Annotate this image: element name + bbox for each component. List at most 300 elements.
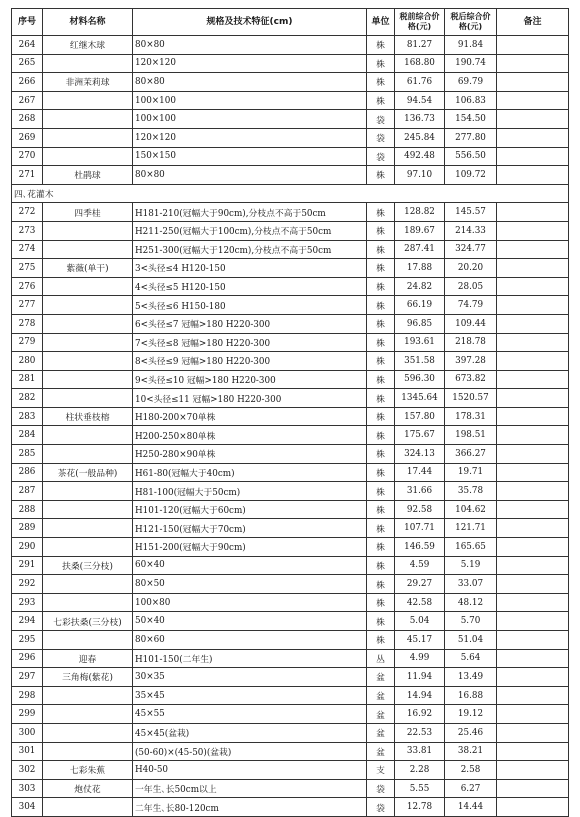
table-row <box>12 203 569 222</box>
pretax-price-cell: 5.04 <box>395 612 445 631</box>
pretax-price-cell: 31.66 <box>395 482 445 501</box>
unit-cell: 株 <box>367 463 395 482</box>
material-name <box>43 221 133 240</box>
row-number: 280 <box>12 352 43 371</box>
header-row <box>12 9 569 36</box>
pretax-price-cell: 5.55 <box>395 779 445 798</box>
row-number: 299 <box>12 705 43 724</box>
material-name: 炮仗花 <box>43 779 133 798</box>
table-row <box>12 259 569 278</box>
remark-cell <box>497 668 569 687</box>
unit-cell: 株 <box>367 91 395 110</box>
pretax-price-cell: 324.13 <box>395 445 445 464</box>
row-number: 289 <box>12 519 43 538</box>
spec-cell: H101-120(冠幅大于60cm) <box>133 500 367 519</box>
row-number: 266 <box>12 73 43 92</box>
row-number: 269 <box>12 128 43 147</box>
remark-cell <box>497 221 569 240</box>
material-name <box>43 631 133 650</box>
table-row <box>12 668 569 687</box>
aftertax-price-cell: 91.84 <box>445 36 497 55</box>
material-name <box>43 686 133 705</box>
remark-cell <box>497 370 569 389</box>
row-number: 283 <box>12 407 43 426</box>
aftertax-price-cell: 104.62 <box>445 500 497 519</box>
table-row <box>12 500 569 519</box>
table-row <box>12 36 569 55</box>
spec-cell: H200-250×80单株 <box>133 426 367 445</box>
row-number: 300 <box>12 723 43 742</box>
pretax-price-cell: 4.99 <box>395 649 445 668</box>
material-name <box>43 742 133 761</box>
aftertax-price-cell: 5.19 <box>445 556 497 575</box>
unit-cell: 株 <box>367 370 395 389</box>
aftertax-price-cell: 16.88 <box>445 686 497 705</box>
remark-cell <box>497 482 569 501</box>
aftertax-price-cell: 277.80 <box>445 128 497 147</box>
unit-cell: 袋 <box>367 147 395 166</box>
row-number: 270 <box>12 147 43 166</box>
remark-cell <box>497 277 569 296</box>
table-row <box>12 723 569 742</box>
table-row <box>12 686 569 705</box>
table-row <box>12 482 569 501</box>
row-number: 275 <box>12 259 43 278</box>
aftertax-price-cell: 397.28 <box>445 352 497 371</box>
material-name: 七彩扶桑(三分枝) <box>43 612 133 631</box>
spec-cell: H61-80(冠幅大于40cm) <box>133 463 367 482</box>
unit-cell: 株 <box>367 426 395 445</box>
row-number: 291 <box>12 556 43 575</box>
table-row <box>12 370 569 389</box>
pretax-price-cell: 17.44 <box>395 463 445 482</box>
row-number: 273 <box>12 221 43 240</box>
pretax-price-cell: 81.27 <box>395 36 445 55</box>
remark-cell <box>497 593 569 612</box>
unit-cell: 袋 <box>367 128 395 147</box>
unit-cell: 株 <box>367 259 395 278</box>
material-name: 红继木球 <box>43 36 133 55</box>
table-row <box>12 352 569 371</box>
row-number: 286 <box>12 463 43 482</box>
pretax-price-cell: 33.81 <box>395 742 445 761</box>
remark-cell <box>497 798 569 817</box>
material-name <box>43 240 133 259</box>
material-name <box>43 798 133 817</box>
table-row <box>12 649 569 668</box>
unit-cell: 株 <box>367 445 395 464</box>
unit-cell: 株 <box>367 556 395 575</box>
table-row <box>12 240 569 259</box>
material-name: 迎春 <box>43 649 133 668</box>
table-row <box>12 761 569 780</box>
aftertax-price-cell: 33.07 <box>445 575 497 594</box>
aftertax-price-cell: 145.57 <box>445 203 497 222</box>
material-name: 非洲茉莉球 <box>43 73 133 92</box>
unit-cell: 株 <box>367 631 395 650</box>
header-material-name: 材料名称 <box>43 9 133 36</box>
spec-cell: 80×80 <box>133 36 367 55</box>
row-number: 290 <box>12 538 43 557</box>
remark-cell <box>497 575 569 594</box>
unit-cell: 株 <box>367 389 395 408</box>
spec-cell: H151-200(冠幅大于90cm) <box>133 538 367 557</box>
spec-cell: 35×45 <box>133 686 367 705</box>
aftertax-price-cell: 154.50 <box>445 110 497 129</box>
table-row <box>12 314 569 333</box>
unit-cell: 盆 <box>367 668 395 687</box>
aftertax-price-cell: 48.12 <box>445 593 497 612</box>
material-price-table <box>11 8 569 817</box>
remark-cell <box>497 54 569 73</box>
material-name <box>43 519 133 538</box>
spec-cell: 120×120 <box>133 54 367 73</box>
spec-cell: 120×120 <box>133 128 367 147</box>
row-number: 271 <box>12 166 43 185</box>
remark-cell <box>497 389 569 408</box>
row-number: 268 <box>12 110 43 129</box>
section-row <box>12 184 569 203</box>
spec-cell: 80×50 <box>133 575 367 594</box>
material-name: 紫薇(单干) <box>43 259 133 278</box>
unit-cell: 株 <box>367 277 395 296</box>
unit-cell: 袋 <box>367 110 395 129</box>
unit-cell: 株 <box>367 296 395 315</box>
aftertax-price-cell: 556.50 <box>445 147 497 166</box>
remark-cell <box>497 407 569 426</box>
spec-cell: 4<头径≤5 H120-150 <box>133 277 367 296</box>
table-row <box>12 128 569 147</box>
row-number: 272 <box>12 203 43 222</box>
table-row <box>12 407 569 426</box>
pretax-price-cell: 157.80 <box>395 407 445 426</box>
row-number: 267 <box>12 91 43 110</box>
material-name: 三角梅(紫花) <box>43 668 133 687</box>
unit-cell: 株 <box>367 538 395 557</box>
row-number: 297 <box>12 668 43 687</box>
spec-cell: 3<头径≤4 H120-150 <box>133 259 367 278</box>
spec-cell: 9<头径≤10 冠幅>180 H220-300 <box>133 370 367 389</box>
material-name <box>43 445 133 464</box>
remark-cell <box>497 166 569 185</box>
table-body-a <box>12 36 569 185</box>
material-name <box>43 147 133 166</box>
pretax-price-cell: 24.82 <box>395 277 445 296</box>
unit-cell: 株 <box>367 407 395 426</box>
remark-cell <box>497 519 569 538</box>
material-name <box>43 723 133 742</box>
unit-cell: 株 <box>367 221 395 240</box>
spec-cell: 60×40 <box>133 556 367 575</box>
spec-cell: H81-100(冠幅大于50cm) <box>133 482 367 501</box>
unit-cell: 株 <box>367 333 395 352</box>
unit-cell: 株 <box>367 36 395 55</box>
pretax-price-cell: 107.71 <box>395 519 445 538</box>
table-row <box>12 110 569 129</box>
row-number: 287 <box>12 482 43 501</box>
table-row <box>12 519 569 538</box>
remark-cell <box>497 314 569 333</box>
unit-cell: 株 <box>367 54 395 73</box>
aftertax-price-cell: 69.79 <box>445 73 497 92</box>
aftertax-price-cell: 165.65 <box>445 538 497 557</box>
material-name <box>43 482 133 501</box>
spec-cell: H181-210(冠幅大于90cm),分枝点不高于50cm <box>133 203 367 222</box>
row-number: 295 <box>12 631 43 650</box>
aftertax-price-cell: 13.49 <box>445 668 497 687</box>
row-number: 265 <box>12 54 43 73</box>
table-row <box>12 445 569 464</box>
spec-cell: 30×35 <box>133 668 367 687</box>
remark-cell <box>497 556 569 575</box>
spec-cell: 一年生､长50cm以上 <box>133 779 367 798</box>
table-row <box>12 73 569 92</box>
spec-cell: H40-50 <box>133 761 367 780</box>
aftertax-price-cell: 1520.57 <box>445 389 497 408</box>
aftertax-price-cell: 6.27 <box>445 779 497 798</box>
aftertax-price-cell: 5.70 <box>445 612 497 631</box>
aftertax-price-cell: 178.31 <box>445 407 497 426</box>
table-row <box>12 798 569 817</box>
unit-cell: 株 <box>367 575 395 594</box>
table-row <box>12 463 569 482</box>
aftertax-price-cell: 28.05 <box>445 277 497 296</box>
pretax-price-cell: 136.73 <box>395 110 445 129</box>
section-body <box>12 184 569 203</box>
pretax-price-cell: 492.48 <box>395 147 445 166</box>
row-number: 264 <box>12 36 43 55</box>
spec-cell: 10<头径≤11 冠幅>180 H220-300 <box>133 389 367 408</box>
pretax-price-cell: 11.94 <box>395 668 445 687</box>
row-number: 302 <box>12 761 43 780</box>
remark-cell <box>497 128 569 147</box>
remark-cell <box>497 333 569 352</box>
remark-cell <box>497 649 569 668</box>
row-number: 298 <box>12 686 43 705</box>
remark-cell <box>497 742 569 761</box>
unit-cell: 株 <box>367 482 395 501</box>
material-name <box>43 426 133 445</box>
remark-cell <box>497 500 569 519</box>
unit-cell: 丛 <box>367 649 395 668</box>
aftertax-price-cell: 5.64 <box>445 649 497 668</box>
material-name <box>43 277 133 296</box>
remark-cell <box>497 705 569 724</box>
row-number: 294 <box>12 612 43 631</box>
spec-cell: 150×150 <box>133 147 367 166</box>
aftertax-price-cell: 366.27 <box>445 445 497 464</box>
table-row <box>12 221 569 240</box>
row-number: 304 <box>12 798 43 817</box>
pretax-price-cell: 12.78 <box>395 798 445 817</box>
material-name <box>43 389 133 408</box>
aftertax-price-cell: 190.74 <box>445 54 497 73</box>
spec-cell: H211-250(冠幅大于100cm),分枝点不高于50cm <box>133 221 367 240</box>
aftertax-price-cell: 109.72 <box>445 166 497 185</box>
aftertax-price-cell: 2.58 <box>445 761 497 780</box>
row-number: 277 <box>12 296 43 315</box>
pretax-price-cell: 97.10 <box>395 166 445 185</box>
aftertax-price-cell: 25.46 <box>445 723 497 742</box>
pretax-price-cell: 17.88 <box>395 259 445 278</box>
pretax-price-cell: 29.27 <box>395 575 445 594</box>
spec-cell: 100×100 <box>133 91 367 110</box>
pretax-price-cell: 14.94 <box>395 686 445 705</box>
material-name <box>43 91 133 110</box>
aftertax-price-cell: 20.20 <box>445 259 497 278</box>
row-number: 301 <box>12 742 43 761</box>
row-number: 296 <box>12 649 43 668</box>
spec-cell: 50×40 <box>133 612 367 631</box>
remark-cell <box>497 761 569 780</box>
material-name <box>43 370 133 389</box>
pretax-price-cell: 42.58 <box>395 593 445 612</box>
table-row <box>12 705 569 724</box>
material-name <box>43 333 133 352</box>
row-number: 303 <box>12 779 43 798</box>
table-row <box>12 277 569 296</box>
spec-cell: H250-280×90单株 <box>133 445 367 464</box>
unit-cell: 株 <box>367 314 395 333</box>
aftertax-price-cell: 19.12 <box>445 705 497 724</box>
header-pretax-price: 税前综合价格(元) <box>395 9 445 36</box>
pretax-price-cell: 2.28 <box>395 761 445 780</box>
unit-cell: 盆 <box>367 705 395 724</box>
spec-cell: 45×45(盆栽) <box>133 723 367 742</box>
spec-cell: 80×80 <box>133 166 367 185</box>
material-name <box>43 500 133 519</box>
table-row <box>12 612 569 631</box>
remark-cell <box>497 73 569 92</box>
pretax-price-cell: 16.92 <box>395 705 445 724</box>
remark-cell <box>497 36 569 55</box>
spec-cell: 100×100 <box>133 110 367 129</box>
unit-cell: 株 <box>367 593 395 612</box>
material-name <box>43 575 133 594</box>
aftertax-price-cell: 218.78 <box>445 333 497 352</box>
material-name <box>43 110 133 129</box>
table-row <box>12 593 569 612</box>
aftertax-price-cell: 19.71 <box>445 463 497 482</box>
material-name <box>43 314 133 333</box>
spec-cell: H121-150(冠幅大于70cm) <box>133 519 367 538</box>
table-row <box>12 147 569 166</box>
aftertax-price-cell: 109.44 <box>445 314 497 333</box>
pretax-price-cell: 146.59 <box>395 538 445 557</box>
table-row <box>12 54 569 73</box>
row-number: 288 <box>12 500 43 519</box>
pretax-price-cell: 245.84 <box>395 128 445 147</box>
table-row <box>12 538 569 557</box>
aftertax-price-cell: 198.51 <box>445 426 497 445</box>
table-row <box>12 631 569 650</box>
aftertax-price-cell: 14.44 <box>445 798 497 817</box>
unit-cell: 株 <box>367 203 395 222</box>
unit-cell: 株 <box>367 240 395 259</box>
material-name: 四季桂 <box>43 203 133 222</box>
table-body-b <box>12 203 569 817</box>
spec-cell: 100×80 <box>133 593 367 612</box>
pretax-price-cell: 168.80 <box>395 54 445 73</box>
material-name: 扶桑(三分枝) <box>43 556 133 575</box>
pretax-price-cell: 189.67 <box>395 221 445 240</box>
unit-cell: 盆 <box>367 723 395 742</box>
remark-cell <box>497 110 569 129</box>
aftertax-price-cell: 324.77 <box>445 240 497 259</box>
spec-cell: 80×80 <box>133 73 367 92</box>
unit-cell: 盆 <box>367 742 395 761</box>
aftertax-price-cell: 35.78 <box>445 482 497 501</box>
aftertax-price-cell: 38.21 <box>445 742 497 761</box>
table-row <box>12 91 569 110</box>
header-spec: 规格及技术特征(cm) <box>133 9 367 36</box>
unit-cell: 盆 <box>367 686 395 705</box>
material-name: 茶花(一般品种) <box>43 463 133 482</box>
remark-cell <box>497 296 569 315</box>
spec-cell: 8<头径≤9 冠幅>180 H220-300 <box>133 352 367 371</box>
spec-cell: H251-300(冠幅大于120cm),分枝点不高于50cm <box>133 240 367 259</box>
unit-cell: 株 <box>367 166 395 185</box>
row-number: 278 <box>12 314 43 333</box>
pretax-price-cell: 128.82 <box>395 203 445 222</box>
pretax-price-cell: 66.19 <box>395 296 445 315</box>
table-row <box>12 556 569 575</box>
spec-cell: 二年生､长80-120cm <box>133 798 367 817</box>
row-number: 274 <box>12 240 43 259</box>
material-name <box>43 296 133 315</box>
material-name <box>43 593 133 612</box>
unit-cell: 株 <box>367 500 395 519</box>
table-row <box>12 166 569 185</box>
pretax-price-cell: 287.41 <box>395 240 445 259</box>
remark-cell <box>497 240 569 259</box>
header-remark: 备注 <box>497 9 569 36</box>
header-unit: 单位 <box>367 9 395 36</box>
pretax-price-cell: 92.58 <box>395 500 445 519</box>
material-name <box>43 705 133 724</box>
spec-cell: (50-60)×(45-50)(盆栽) <box>133 742 367 761</box>
pretax-price-cell: 596.30 <box>395 370 445 389</box>
spec-cell: 80×60 <box>133 631 367 650</box>
pretax-price-cell: 94.54 <box>395 91 445 110</box>
pretax-price-cell: 61.76 <box>395 73 445 92</box>
aftertax-price-cell: 214.33 <box>445 221 497 240</box>
row-number: 281 <box>12 370 43 389</box>
remark-cell <box>497 723 569 742</box>
remark-cell <box>497 463 569 482</box>
aftertax-price-cell: 121.71 <box>445 519 497 538</box>
pretax-price-cell: 22.53 <box>395 723 445 742</box>
unit-cell: 株 <box>367 612 395 631</box>
remark-cell <box>497 147 569 166</box>
remark-cell <box>497 612 569 631</box>
unit-cell: 袋 <box>367 779 395 798</box>
spec-cell: 45×55 <box>133 705 367 724</box>
remark-cell <box>497 91 569 110</box>
remark-cell <box>497 631 569 650</box>
pretax-price-cell: 45.17 <box>395 631 445 650</box>
table-row <box>12 296 569 315</box>
remark-cell <box>497 686 569 705</box>
spec-cell: H180-200×70单株 <box>133 407 367 426</box>
pretax-price-cell: 1345.64 <box>395 389 445 408</box>
unit-cell: 株 <box>367 352 395 371</box>
row-number: 282 <box>12 389 43 408</box>
row-number: 285 <box>12 445 43 464</box>
row-number: 293 <box>12 593 43 612</box>
material-name <box>43 54 133 73</box>
remark-cell <box>497 203 569 222</box>
